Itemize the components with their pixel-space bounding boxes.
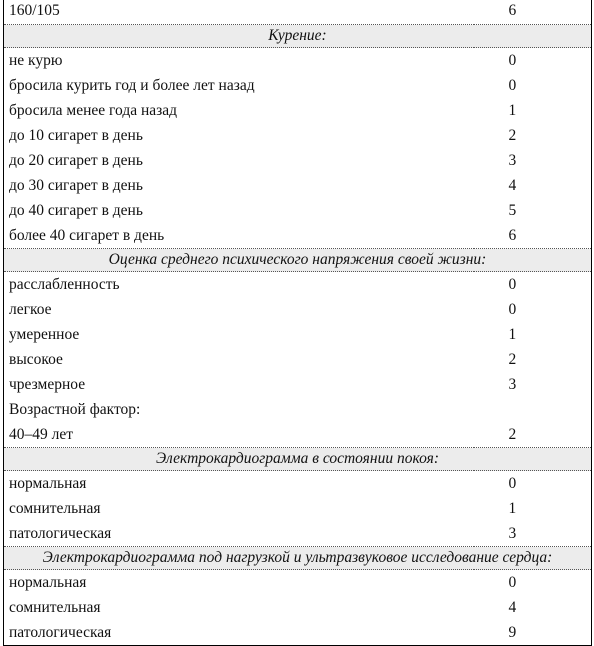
row-label: 160/105	[9, 2, 60, 19]
table-row	[4, 297, 592, 322]
row-score: 1	[508, 500, 517, 517]
section-heading-text: Оценка среднего психического напряжения своей жизни:	[4, 249, 592, 272]
row-label: умеренное	[9, 326, 80, 343]
table-row	[4, 73, 592, 98]
table-row	[4, 148, 592, 173]
row-label: не курю	[9, 52, 63, 69]
row-label: бросила курить год и более лет назад	[9, 77, 255, 94]
row-label: до 40 сигарет в день	[9, 202, 143, 219]
table-row	[4, 272, 592, 298]
row-score: 6	[508, 227, 517, 244]
row-label: патологическая	[9, 525, 112, 542]
section-heading	[4, 249, 592, 272]
table-row	[4, 198, 592, 223]
row-label: бросила менее года назад	[9, 102, 178, 119]
table-row	[4, 496, 592, 521]
row-label: Возрастной фактор:	[9, 401, 141, 418]
row-score: 0	[508, 574, 517, 591]
row-score: 0	[508, 276, 517, 293]
table-row	[4, 521, 592, 547]
row-label: чрезмерное	[9, 376, 86, 393]
row-score: 9	[508, 624, 517, 641]
table-row	[4, 98, 592, 123]
row-label: до 10 сигарет в день	[9, 127, 143, 144]
table-row	[4, 471, 592, 497]
table-row	[4, 123, 592, 148]
section-heading	[4, 448, 592, 471]
table-row	[4, 347, 592, 372]
risk-score-table	[3, 0, 592, 646]
row-score: 0	[508, 52, 517, 69]
row-score: 6	[508, 2, 517, 19]
row-score: 3	[508, 152, 517, 169]
row-label: до 30 сигарет в день	[9, 177, 143, 194]
table-row	[4, 595, 592, 620]
row-label: патологическая	[9, 624, 112, 641]
row-score: 0	[508, 475, 517, 492]
table-row	[4, 0, 592, 25]
row-label: расслабленность	[9, 276, 120, 293]
row-score: 5	[508, 202, 517, 219]
table-row	[4, 48, 592, 74]
section-heading-text: Электрокардиограмма в состоянии покоя:	[4, 448, 592, 471]
row-score: 2	[508, 127, 517, 144]
row-score: 0	[508, 301, 517, 318]
table-row	[4, 570, 592, 596]
section-heading-text: Курение:	[4, 25, 592, 48]
row-score: 2	[508, 351, 517, 368]
row-label: 40–49 лет	[9, 426, 74, 443]
row-label: более 40 сигарет в день	[9, 227, 165, 244]
row-label: сомнительная	[9, 599, 101, 616]
section-heading	[4, 547, 592, 570]
table-row	[4, 620, 592, 646]
row-score: 3	[508, 376, 517, 393]
row-score: 0	[508, 77, 517, 94]
table-row	[4, 322, 592, 347]
row-score: 4	[508, 599, 517, 616]
row-label: сомнительная	[9, 500, 101, 517]
row-label: до 20 сигарет в день	[9, 152, 143, 169]
row-label: легкое	[9, 301, 52, 318]
table-row	[4, 397, 592, 422]
row-score: 1	[508, 102, 517, 119]
table-row	[4, 422, 592, 448]
row-score	[474, 397, 592, 422]
row-score: 4	[508, 177, 517, 194]
table-row	[4, 223, 592, 249]
row-score: 2	[508, 426, 517, 443]
row-label: нормальная	[9, 574, 87, 591]
section-heading	[4, 25, 592, 48]
row-label: нормальная	[9, 475, 87, 492]
row-score: 3	[508, 525, 517, 542]
section-heading-text: Электрокардиограмма под нагрузкой и ультразвуковое исследование сердца:	[4, 547, 592, 570]
table-row	[4, 173, 592, 198]
table-row	[4, 372, 592, 397]
row-score: 1	[508, 326, 517, 343]
row-label: высокое	[9, 351, 63, 368]
